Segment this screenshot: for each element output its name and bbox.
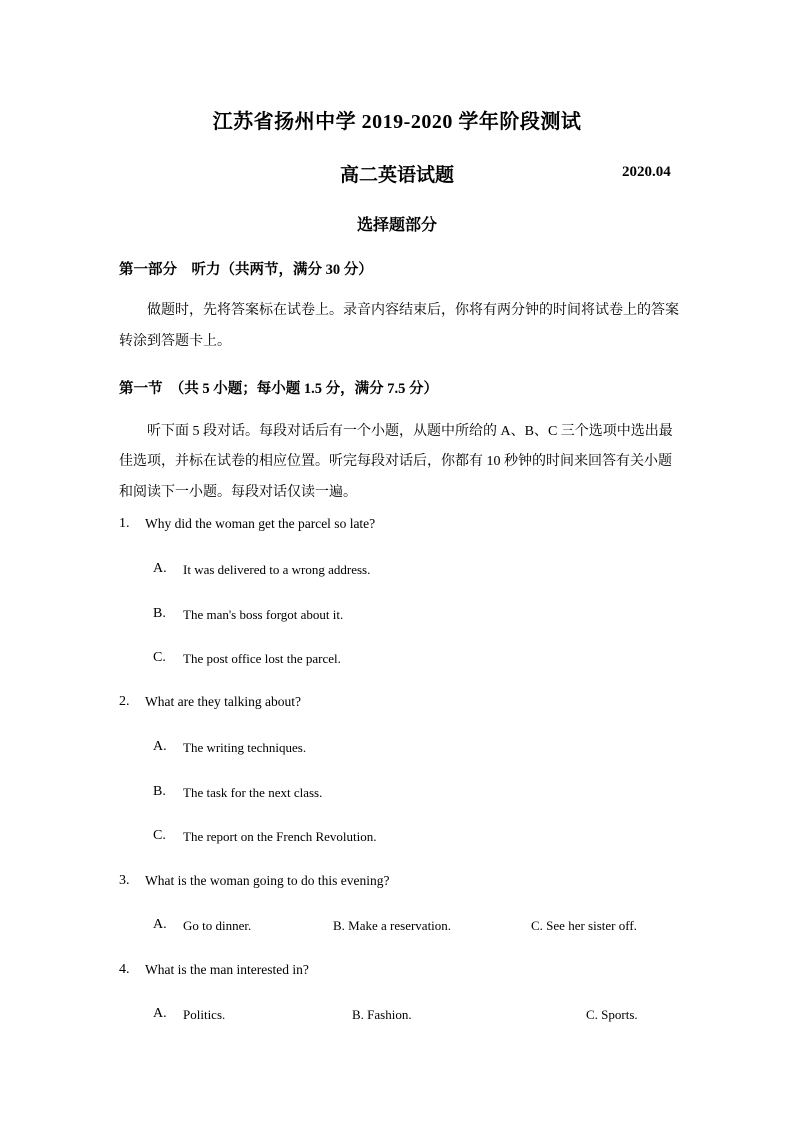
- question-number: 2.: [119, 694, 130, 709]
- option-text: The writing techniques.: [183, 740, 307, 755]
- section1-instructions-line2: 佳选项，并标在试卷的相应位置。听完每段对话后，你都有 10 秒钟的时间来回答有关小题: [119, 454, 672, 469]
- option-text: B. Make a reservation.: [333, 918, 452, 933]
- part1-heading: 第一部分 听力（共两节，满分 30 分）: [119, 262, 373, 278]
- option-text: The man's boss forgot about it.: [183, 607, 344, 622]
- option-text: The report on the French Revolution.: [183, 829, 377, 844]
- exam-subtitle: 高二英语试题: [339, 165, 454, 186]
- option-text: The post office lost the parcel.: [183, 651, 341, 666]
- part1-instructions-line1: 做题时，先将答案标在试卷上。录音内容结束后，你将有两分钟的时间将试卷上的答案: [147, 303, 679, 318]
- part1-instructions-line2: 转涂到答题卡上。: [119, 334, 231, 349]
- question-text: What are they talking about?: [145, 694, 301, 709]
- section1-heading: 第一节 （共 5 小题；每小题 1.5 分，满分 7.5 分）: [119, 381, 438, 397]
- exam-title: 江苏省扬州中学 2019-2020 学年阶段测试: [212, 111, 582, 133]
- option-letter: A.: [153, 1006, 167, 1021]
- option-text: Go to dinner.: [183, 918, 252, 933]
- exam-date: 2020.04: [622, 164, 671, 180]
- option-letter: A.: [153, 917, 167, 932]
- section1-instructions-line1: 听下面 5 段对话。每段对话后有一个小题，从题中所给的 A、B、C 三个选项中选出最: [147, 424, 673, 439]
- option-letter: B.: [153, 606, 166, 621]
- option-text: C. See her sister off.: [531, 918, 637, 933]
- option-letter: A.: [153, 739, 167, 754]
- option-text: C. Sports.: [586, 1007, 638, 1022]
- question-number: 3.: [119, 873, 130, 888]
- question-number: 1.: [119, 516, 130, 531]
- option-text: It was delivered to a wrong address.: [183, 562, 371, 577]
- option-letter: A.: [153, 561, 167, 576]
- question-text: What is the woman going to do this evening?: [145, 873, 390, 888]
- option-text: The task for the next class.: [183, 785, 323, 800]
- option-text: B. Fashion.: [352, 1007, 412, 1022]
- question-number: 4.: [119, 962, 130, 977]
- option-letter: C.: [153, 828, 166, 843]
- option-letter: B.: [153, 784, 166, 799]
- question-text: Why did the woman get the parcel so late?: [145, 516, 376, 531]
- section-label: 选择题部分: [356, 217, 437, 234]
- section1-instructions-line3: 和阅读下一小题。每段对话仅读一遍。: [119, 485, 357, 500]
- option-text: Politics.: [183, 1007, 226, 1022]
- question-text: What is the man interested in?: [145, 962, 309, 977]
- option-letter: C.: [153, 650, 166, 665]
